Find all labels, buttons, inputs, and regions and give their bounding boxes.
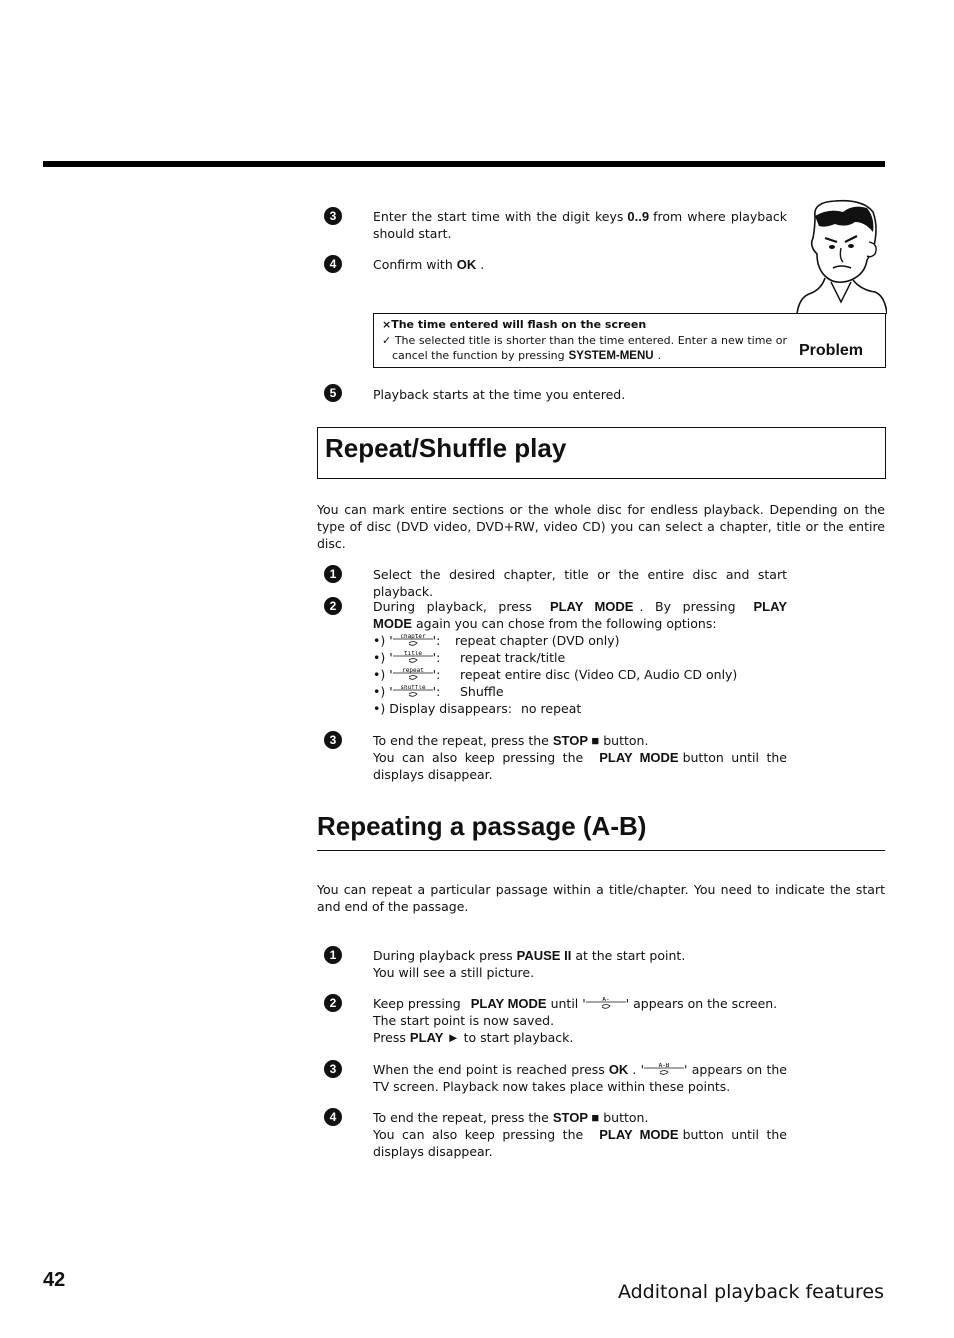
display-caption: shuffle [400,685,426,691]
step-line [373,1109,787,1126]
section-heading: Repeat/Shuffle play [325,433,567,463]
step-text-pre: During playback, press [373,599,532,614]
key-label: PLAY MODE [599,1127,679,1142]
option-desc: repeat track/title [460,650,566,665]
step-line [373,1126,787,1160]
repeat-display-icon [393,651,433,665]
option-label: •) Display disappears: [373,701,512,716]
option-bullet: •) ' shuffle ': [373,684,441,699]
option-row [373,700,787,717]
display-caption: A-B [658,1063,670,1069]
display-caption: chapter [400,634,426,640]
display-caption: A- [602,997,610,1003]
step-text: Select the desired chapter, title or the entire disc and start playback. [373,567,787,599]
step-text-post: to start playback. [463,1030,574,1045]
key-label: OK [456,257,477,272]
repeat-display-icon [393,685,433,699]
option-row [373,649,787,666]
step-text-pre: Press [373,1030,406,1045]
step-text [373,256,787,273]
step-text-post: . [480,257,485,272]
key-label: PLAY MODE [599,750,679,765]
step-text-mid: . By pressing [639,599,736,614]
step-number: 1 [324,946,342,964]
step-text-post: button until the displays disappear. [373,750,787,782]
section-heading: Repeating a passage (A-B) [317,811,647,841]
step-text-pre: Confirm with [373,257,453,272]
display-caption: repeat [401,668,424,674]
cross-icon: × [382,318,392,331]
step-number: 3 [324,207,342,225]
option-bullet: •) ' title ': [373,650,441,665]
option-desc: no repeat [521,701,582,716]
step-line [373,732,787,749]
step-text [373,1061,787,1095]
bullet: •) [373,633,386,648]
step-line: The start point is now saved. [373,1013,555,1028]
step-number: 3 [324,731,342,749]
step-text [373,598,787,717]
key-label: PLAY ► [409,1030,460,1045]
step-line: You will see a still picture. [373,965,535,980]
step-text-post: again you can chose from the following options: [415,616,717,631]
step-text [373,1109,787,1160]
step-text-pre: Keep pressing [373,996,461,1011]
step-text-post: button. [603,1110,649,1125]
option-row [373,683,787,700]
step-line [373,1029,787,1046]
repeat-display-icon [393,634,433,648]
option-desc: repeat entire disc (Video CD, Audio CD only) [460,667,738,682]
step-text-pre: You can also keep pressing the [373,1127,584,1142]
key-label: SYSTEM-MENU [568,350,654,362]
step-number: 2 [324,994,342,1012]
key-label: PLAY MODE [549,599,634,614]
step-text [373,732,787,783]
ab-display-icon [644,1063,684,1077]
step-text-pre: Enter the start time with the digit keys [373,209,624,224]
key-label: 0..9 [627,209,650,224]
section-intro: You can repeat a particular passage within a title/chapter. You need to indicate the start and end of the passage. [317,882,885,914]
key-label: OK [608,1062,629,1077]
step-number: 1 [324,565,342,583]
key-label: STOP ■ [552,733,600,748]
top-rule [43,161,885,167]
bullet: •) [373,650,386,665]
step-number: 2 [324,597,342,615]
ab-display-icon [586,997,626,1011]
step-text-post: button until the displays disappear. [373,1127,787,1159]
key-label: STOP ■ [552,1110,600,1125]
step-paragraph [373,598,787,632]
option-desc: repeat chapter (DVD only) [455,633,620,648]
heading-rule [317,850,885,851]
step-number: 4 [324,255,342,273]
step-text-post: button. [603,733,649,748]
key-label: PLAY MODE [470,996,547,1011]
step-text: Playback starts at the time you entered. [373,387,626,402]
check-icon: ✓ [382,333,392,347]
section-intro: You can mark entire sections or the whole disc for endless playback. Depending on the type of disc (DVD video, DVD+RW, video CD) you can select a chapter, title or the entire disc. [317,502,885,551]
thinking-man-icon [795,198,887,318]
footer-title: Additonal playback features [617,1281,884,1303]
option-bullet: •) ' repeat ': [373,667,441,682]
step-text-pre: You can also keep pressing the [373,750,584,765]
option-desc: Shuffle [460,684,504,699]
problem-question [382,317,787,333]
repeat-display-icon [393,668,433,682]
step-text-post: at the start point. [575,948,686,963]
section-heading-box [317,427,886,479]
step-text-mid: until ' [550,996,586,1011]
step-text-pre: To end the repeat, press the [373,1110,549,1125]
step-text-post: ' appears on the screen. [625,996,778,1011]
option-bullet: •) ' chapter ': [373,633,441,648]
step-number: 5 [324,384,342,402]
problem-label: Problem [799,342,864,359]
page-number: 42 [43,1269,66,1291]
step-text-post: from where playback should start. [373,209,787,241]
step-number: 3 [324,1060,342,1078]
step-text-mid: . ' [632,1062,645,1077]
step-text [373,208,787,242]
option-row [373,666,787,683]
key-label: PAUSE II [516,948,572,963]
problem-answer-post: . [657,349,662,362]
step-text-pre: During playback press [373,948,513,963]
bullet: •) [373,684,386,699]
problem-answer [382,333,787,365]
step-text-post: ' appears on the TV screen. Playback now takes place within these points. [373,1062,787,1094]
problem-box [373,313,886,368]
step-text [373,947,787,981]
step-text [373,995,787,1046]
step-text-pre: When the end point is reached press [373,1062,605,1077]
step-line [373,947,787,964]
key-label: PLAY MODE [373,599,787,631]
display-caption: title [403,651,422,657]
bullet: •) [373,667,386,682]
step-text-pre: To end the repeat, press the [373,733,549,748]
step-number: 4 [324,1108,342,1126]
step-line [373,995,787,1012]
step-line [373,749,787,783]
option-row [373,632,787,649]
problem-answer-text: The selected title is shorter than the time entered. Enter a new time or cancel the function by pressing [392,333,787,362]
problem-question-text: The time entered will flash on the screen [391,318,647,331]
